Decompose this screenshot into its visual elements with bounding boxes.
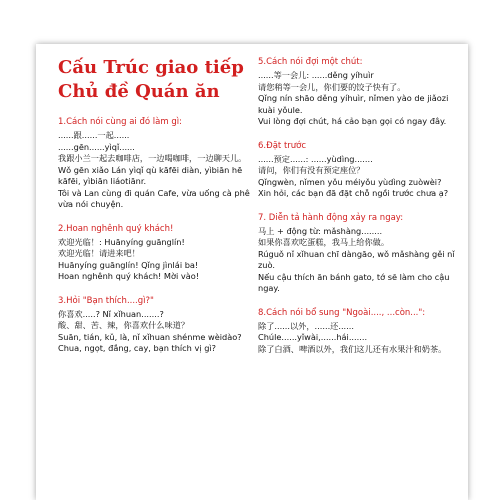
section-line: Vui lòng đợi chút, há cảo bạn gọi có ngay đây.	[258, 116, 447, 126]
section-line: 除了......以外，......还......	[258, 320, 354, 331]
section	[58, 116, 258, 211]
section-heading: 8.Cách nói bổ sung "Ngoài...., ...còn...":	[258, 307, 426, 318]
section-line: Nếu cậu thích ăn bánh gato, tớ sẽ làm cho cậu ngay.	[258, 271, 450, 293]
section-line: ......gēn......yìqǐ......	[58, 141, 135, 152]
section	[58, 295, 258, 355]
document-page	[36, 44, 468, 500]
title-line-1: Cấu Trúc giao tiếp	[58, 57, 244, 78]
section-heading: 7. Diễn tả hành động xảy ra ngay:	[258, 212, 404, 223]
section-line: 请问，你们有没有预定座位？	[258, 165, 365, 175]
section-line: 你喜欢.....? Nǐ xǐhuan.......?	[58, 308, 164, 319]
section-line: Tôi và Lan cùng đi quán Cafe, vừa uống cà phê vừa nói chuyện.	[58, 187, 250, 209]
section-line: 欢迎光临！请进来吧！	[58, 248, 140, 258]
left-sections	[58, 116, 258, 355]
left-column	[36, 44, 258, 355]
section-line: Qǐng nín shāo děng yíhuìr, nǐmen yào de jiǎozi kuài yǒule.	[258, 93, 449, 115]
section-heading: 1.Cách nói cùng ai đó làm gì:	[58, 117, 182, 127]
section-line: 酸、甜、苦、辣，你喜欢什么味道？	[58, 320, 190, 330]
section-line: 欢迎光临！: Huānyíng guānglín!	[58, 236, 185, 247]
section-line: ......预定......: ......yùdìng.......	[258, 153, 373, 164]
section-heading: 5.Cách nói đợi một chút:	[258, 57, 363, 67]
right-sections	[258, 56, 462, 355]
section-heading: 2.Hoan nghênh quý khách!	[58, 223, 174, 234]
section	[258, 56, 462, 128]
section-line: Chua, ngọt, đắng, cay, bạn thích vị gì?	[58, 343, 217, 353]
section	[58, 223, 258, 283]
section-line: ......跟......一起......	[58, 130, 130, 140]
section-line: Suān, tián, kǔ, là, nǐ xǐhuan shénme wèidào?	[58, 331, 242, 342]
section-line: Wǒ gēn xiǎo Lán yìqǐ qù kāfēi diàn, yìbiān hē kāfēi, yìbiān liáotiānr.	[58, 164, 243, 186]
section-line: 请您稍等一会儿，你们要的饺子快有了。	[258, 81, 406, 92]
section-line: ......等一会儿: ......děng yíhuìr	[258, 70, 374, 80]
section-line: Huānyíng guānglín! Qǐng jìnlái ba!	[58, 259, 199, 270]
right-column	[258, 44, 462, 355]
section	[258, 140, 462, 200]
section-line: 如果你喜欢吃蛋糕，我马上给你做。	[258, 237, 390, 247]
section-line: Qǐngwèn, nǐmen yǒu méiyǒu yùdìng zuòwèi?	[258, 176, 442, 187]
section-line: 除了白酒、啤酒以外，我们这儿还有水果汁和奶茶。	[258, 343, 447, 354]
section-line: 我跟小兰一起去咖啡店，一边喝咖啡，一边聊天儿。	[58, 153, 247, 163]
section-line: Hoan nghênh quý khách! Mời vào!	[58, 271, 200, 281]
section-heading: 3.Hỏi "Bạn thích....gì?"	[58, 295, 154, 306]
document-title	[58, 56, 258, 104]
section	[258, 212, 462, 295]
section-line: Chúle......yǐwài,......hái.......	[258, 332, 368, 342]
section-line: 马上 + động từ: mǎshàng........	[258, 225, 383, 236]
section	[258, 307, 462, 356]
title-line-2: Chủ đề Quán ăn	[58, 81, 220, 102]
section-line: Xin hỏi, các bạn đã đặt chỗ ngồi trước chưa ạ?	[258, 188, 449, 198]
section-line: Rúguǒ nǐ xǐhuan chī dàngāo, wǒ mǎshàng gěi nǐ zuò.	[258, 248, 455, 270]
section-heading: 6.Đặt trước	[258, 140, 307, 151]
